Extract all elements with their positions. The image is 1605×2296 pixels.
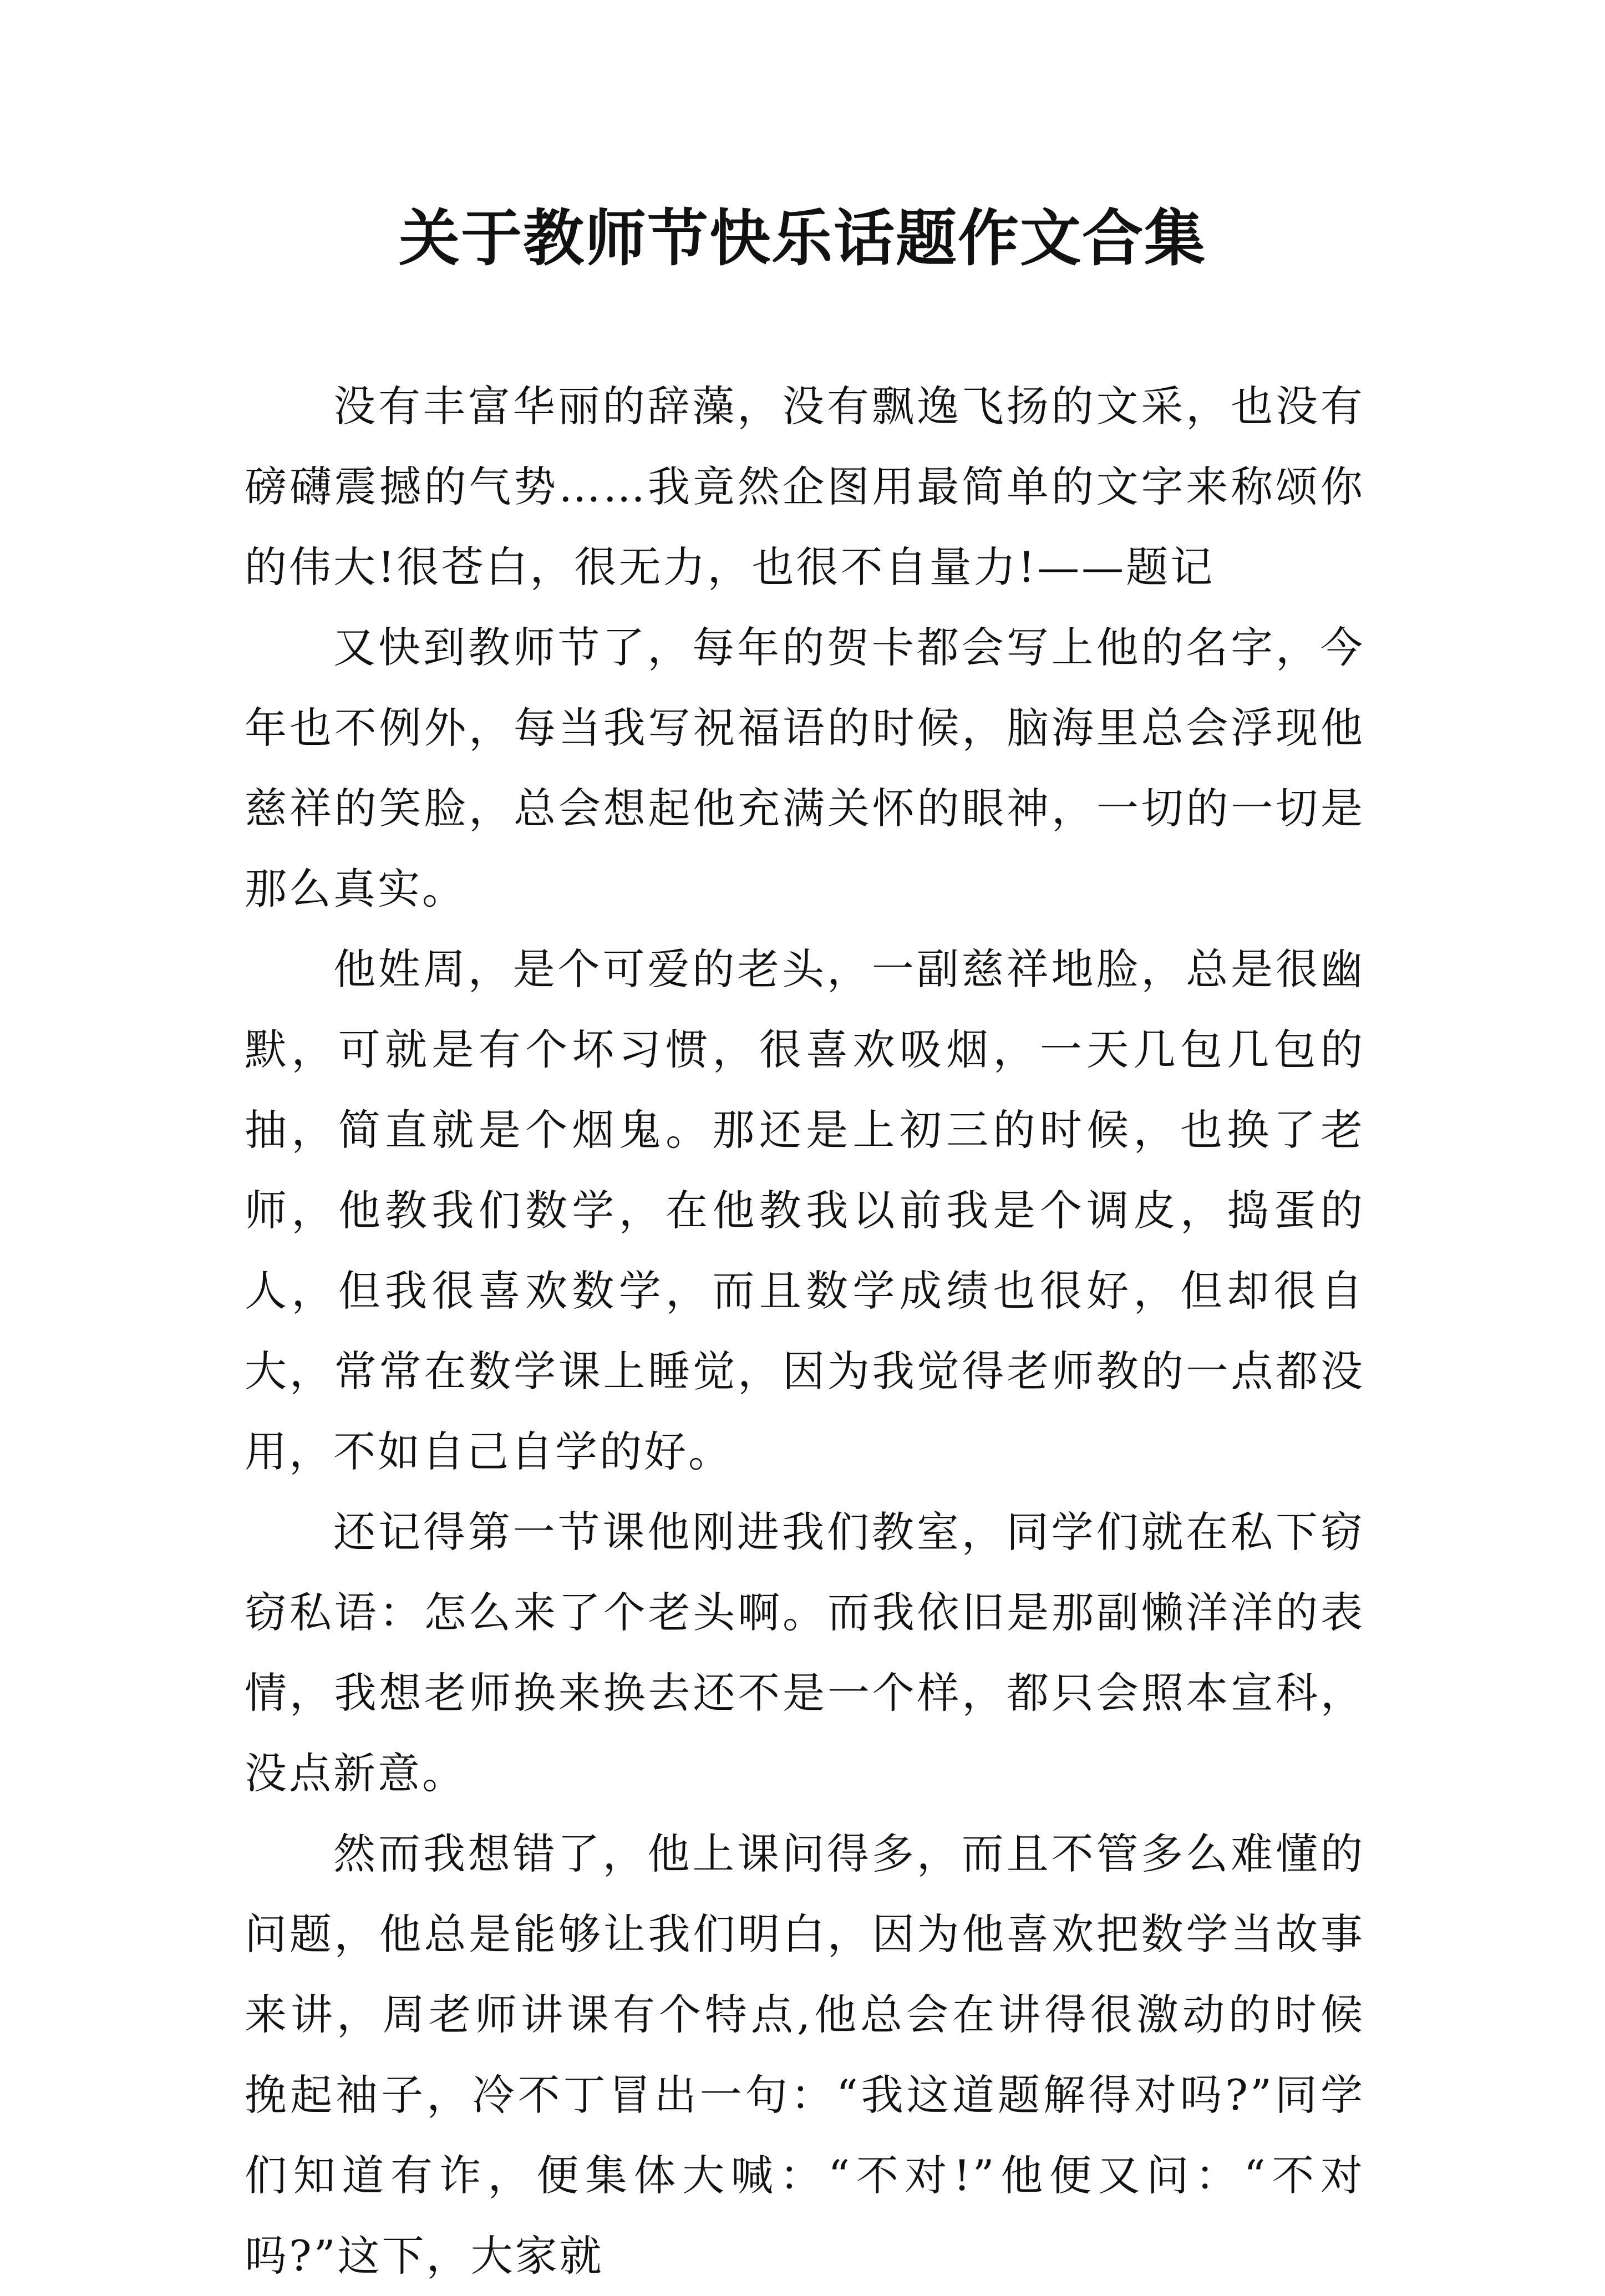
document-body (245, 366, 1365, 2296)
paragraph-teaching-style: 然而我想错了，他上课问得多，而且不管多么难懂的问题，他总是能够让我们明白，因为他喜欢把数学当故事来讲，周老师讲课有个特点,他总会在讲得很激动的时候挽起袖子，冷不丁冒出一句：“我这道题解得对吗?”同学们知道有诈，便集体大喊：“不对!”他便又问：“不对吗?”这下，大家就 (245, 1829, 1365, 2280)
paragraph-teachers-day: 又快到教师节了，每年的贺卡都会写上他的名字，今年也不例外，每当我写祝福语的时候，脑海里总会浮现他慈祥的笑脸，总会想起他充满关怀的眼神，一切的一切是那么真实。 (245, 623, 1365, 913)
paragraph-epigraph: 没有丰富华丽的辞藻，没有飘逸飞扬的文采，也没有磅礴震撼的气势……我竟然企图用最简单的文字来称颂你的伟大!很苍白，很无力，也很不自量力!——题记 (245, 382, 1365, 592)
document-title: 关于教师节快乐话题作文合集 (399, 202, 1206, 274)
paragraph-teacher-zhou: 他姓周，是个可爱的老头，一副慈祥地脸，总是很幽默，可就是有个坏习惯，很喜欢吸烟，一天几包几包的抽，简直就是个烟鬼。那还是上初三的时候，也换了老师，他教我们数学，在他教我以前我是个调皮，捣蛋的人，但我很喜欢数学，而且数学成绩也很好，但却很自大，常常在数学课上睡觉，因为我觉得老师教的一点都没用，不如自己自学的好。 (245, 944, 1365, 1476)
paragraph-first-class: 还记得第一节课他刚进我们教室，同学们就在私下窃窃私语：怎么来了个老头啊。而我依旧是那副懒洋洋的表情，我想老师换来换去还不是一个样，都只会照本宣科，没点新意。 (245, 1507, 1365, 1798)
